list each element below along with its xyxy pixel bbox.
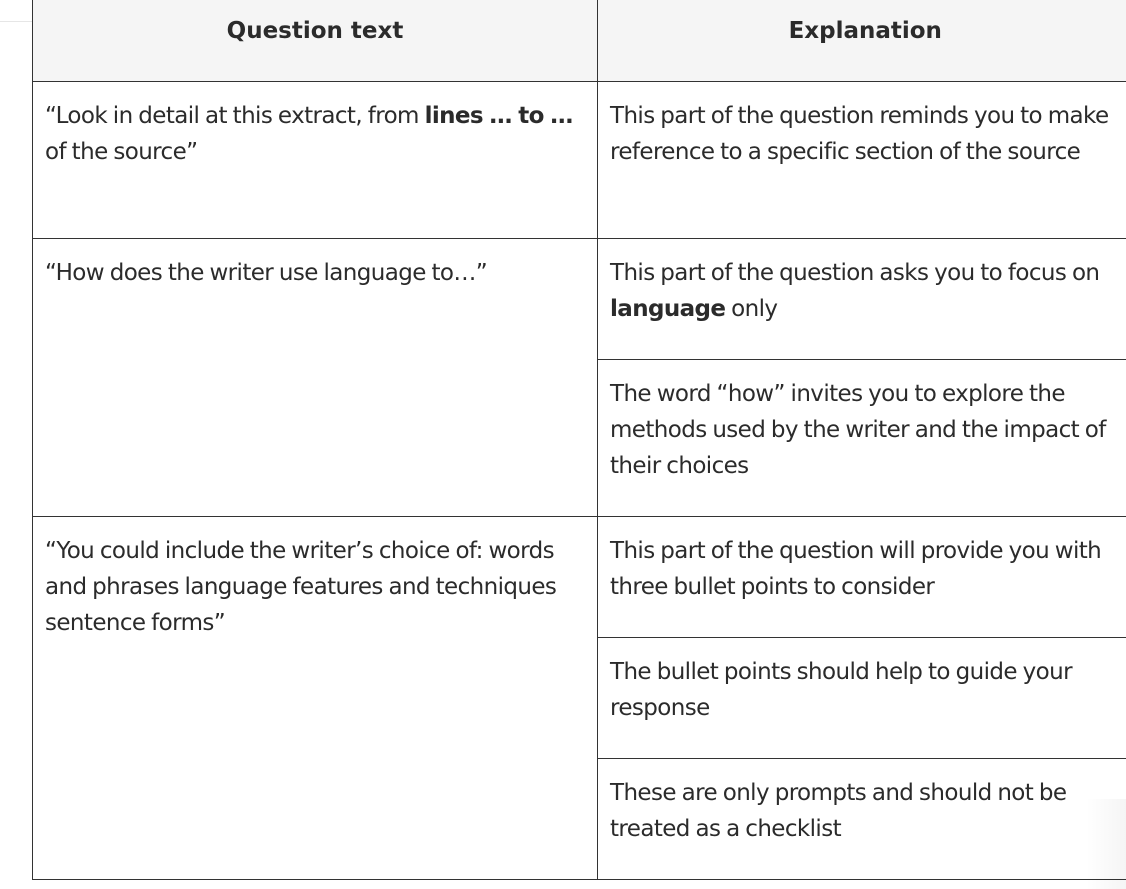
corner-shadow — [1086, 799, 1126, 889]
question-explanation-table — [32, 0, 1126, 880]
table-row — [33, 82, 1126, 239]
question-cell — [33, 82, 598, 239]
explanation-cell — [598, 638, 1126, 759]
explanation-cell — [598, 239, 1126, 360]
explanation-text: This part of the question reminds you to make reference to a specific section of the source — [610, 103, 1109, 165]
explanation-cell — [598, 360, 1126, 517]
explanation-text: only — [725, 296, 778, 322]
header-explanation: Explanation — [598, 0, 1126, 82]
explanation-cell — [598, 759, 1126, 880]
question-text: of the source” — [45, 139, 198, 165]
explanation-text: The bullet points should help to guide your response — [610, 659, 1072, 721]
explanation-text-bold: language — [610, 296, 726, 322]
explanation-text: This part of the question will provide you with three bullet points to consider — [610, 538, 1102, 600]
table-header-row — [33, 0, 1126, 82]
header-question-text: Question text — [33, 0, 598, 82]
explanation-text: These are only prompts and should not be treated as a checklist — [610, 780, 1067, 842]
question-cell — [33, 239, 598, 517]
explanation-text: This part of the question asks you to focus on — [610, 260, 1100, 286]
table-row — [33, 517, 1126, 638]
question-text: “Look in detail at this extract, from — [45, 103, 425, 129]
question-text: “How does the writer use language to…” — [45, 260, 488, 286]
table-row — [33, 239, 1126, 360]
question-cell — [33, 517, 598, 880]
explanation-cell — [598, 82, 1126, 239]
question-text: “You could include the writer’s choice of: words and phrases language features and techniques sentence forms” — [45, 538, 557, 636]
explanation-text: The word “how” invites you to explore the methods used by the writer and the impact of their choices — [610, 381, 1106, 479]
question-text-bold: lines … to … — [424, 103, 573, 129]
explanation-cell — [598, 517, 1126, 638]
